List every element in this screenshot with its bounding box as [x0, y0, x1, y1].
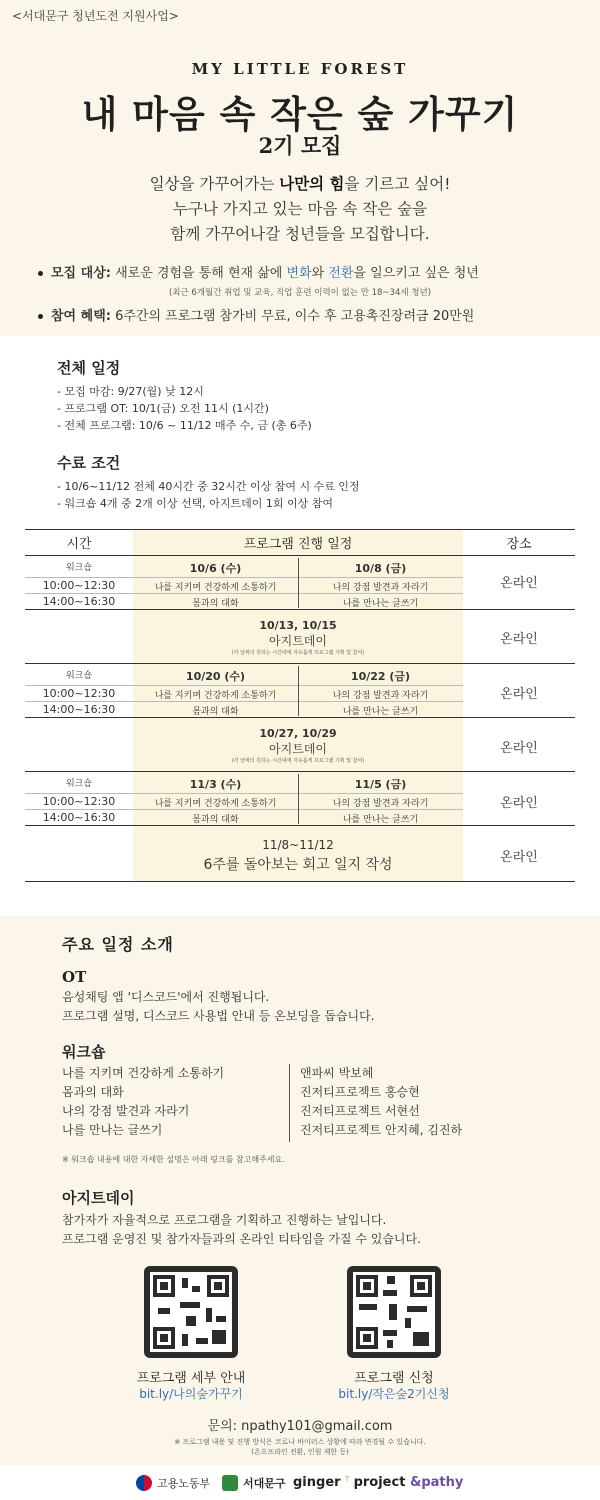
table-border [25, 609, 575, 610]
qr-module [158, 1308, 170, 1314]
time-cell: 14:00~16:30 [42, 703, 116, 716]
logo-gingertproject [293, 1475, 405, 1490]
azit-note: (각 날짜의 원하는 시간대에 자유롭게 프로그램 기획 및 참여) [231, 758, 365, 764]
table-header-program: 프로그램 진행 일정 [243, 537, 353, 552]
final-title: 6주를 돌아보는 회고 일지 작성 [203, 857, 393, 873]
target-highlight-2: 전환 [328, 266, 354, 281]
workshop-heading: 워크숍 [62, 1043, 106, 1061]
qr-finder-icon [356, 1327, 378, 1349]
hero-section [0, 0, 600, 336]
table-border [25, 663, 575, 664]
table-header-time: 시간 [66, 537, 92, 552]
final-date: 11/8~11/12 [262, 838, 334, 852]
qr-finder-icon [207, 1275, 229, 1297]
workshop-host: 진저티프로젝트 안지혜, 김진하 [300, 1123, 463, 1137]
qr-detail-label: 프로그램 세부 안내 [136, 1371, 246, 1386]
qr-module [359, 1304, 377, 1310]
azit-line: 프로그램 운영진 및 참가자들과의 온라인 티타임을 가질 수 있습니다. [62, 1232, 421, 1246]
target-text-c: 을 일으키고 싶은 청년 [353, 266, 479, 281]
qr-module [182, 1278, 188, 1288]
workshop-host: 진저티프로젝트 홍승현 [300, 1085, 420, 1099]
place-cell: 온라인 [500, 850, 538, 865]
program-cell: 나를 지키며 건강하게 소통하기 [154, 691, 277, 701]
logo-pathy [410, 1475, 463, 1490]
schedule-heading: 전체 일정 [57, 359, 121, 377]
qr-module [186, 1316, 196, 1326]
qr-pattern [150, 1272, 232, 1352]
completion-item: - 워크숍 4개 중 2개 이상 선택, 아지트데이 1회 이상 참여 [57, 497, 333, 510]
benefit-text: 6주간의 프로그램 참가비 무료, 이수 후 고용촉진장려금 20만원 [110, 309, 475, 324]
azit-title: 아지트데이 [269, 742, 327, 756]
qr-finder-icon [153, 1275, 175, 1297]
intro-line3: 함께 가꾸어나갈 청년들을 모집합니다. [170, 225, 430, 243]
logo-moel-text: 고용노동부 [157, 1477, 211, 1490]
date-cell: 10/6 (수) [189, 562, 242, 575]
footnote: ※ 프로그램 내용 및 진행 방식은 코로나 바이러스 상황에 따라 변경될 수 있습니다. [174, 1438, 426, 1446]
qr-module [389, 1304, 397, 1320]
english-title: MY LITTLE FOREST [191, 60, 409, 78]
workshop-note: ※ 워크숍 내용에 대한 자세한 설명은 아래 링크를 참고해주세요. [62, 1155, 285, 1164]
table-divider [25, 577, 463, 578]
table-border [25, 771, 575, 772]
tagline: <서대문구 청년도전 지원사업> [12, 9, 179, 23]
page-subtitle: 2기 모집 [258, 133, 342, 158]
qr-module [192, 1286, 200, 1292]
target-label: 모집 대상: [51, 266, 111, 281]
time-cell: 10:00~12:30 [42, 579, 116, 592]
date-cell: 10/22 (금) [350, 670, 411, 683]
logo-moel [136, 1475, 210, 1491]
table-border [25, 881, 575, 882]
benefit-bullet [38, 305, 474, 324]
qr-module [405, 1318, 411, 1328]
qr-module [182, 1334, 188, 1346]
ot-heading: OT [62, 968, 87, 986]
qr-code-detail[interactable] [144, 1266, 238, 1358]
table-divider [25, 809, 463, 810]
footnote: (온오프라인 전환, 인원 제한 등) [251, 1448, 349, 1456]
seodaemun-icon [222, 1475, 238, 1491]
azit-line: 참가자가 자율적으로 프로그램을 기획하고 진행하는 날입니다. [62, 1213, 387, 1227]
target-bullet [38, 262, 479, 281]
table-divider [25, 701, 463, 702]
date-cell: 10/20 (수) [185, 670, 246, 683]
program-cell: 나를 만나는 글쓰기 [342, 599, 419, 609]
intro-line1-a: 일상을 가꾸어가는 [149, 175, 280, 193]
schedule-item: - 프로그램 OT: 10/1(금) 오전 11시 (1시간) [57, 402, 269, 415]
qr-finder-icon [356, 1275, 378, 1297]
ot-line: 프로그램 설명, 디스코드 사용법 안내 등 온보딩을 돕습니다. [62, 1009, 375, 1023]
workshop-label: 워크숍 [65, 563, 93, 573]
workshop-program: 나를 만나는 글쓰기 [62, 1123, 163, 1137]
program-cell: 나를 만나는 글쓰기 [342, 707, 419, 717]
qr-pattern [353, 1272, 435, 1352]
target-note: (최근 6개월간 취업 및 교육, 직업 훈련 이력이 없는 만 18~34세 청년) [168, 288, 432, 298]
workshop-program: 나의 강점 발견과 자라기 [62, 1104, 190, 1118]
program-cell: 몸과의 대화 [192, 707, 239, 717]
qr-module [387, 1340, 393, 1348]
intro-text [0, 172, 600, 247]
logo-seodaemun-text: 서대문구 [243, 1477, 286, 1490]
taegeuk-icon [136, 1475, 152, 1491]
qr-module [383, 1330, 397, 1336]
logo-t-icon: ᵀ [344, 1475, 350, 1490]
place-cell: 온라인 [500, 687, 538, 702]
place-cell: 온라인 [500, 576, 538, 591]
table-divider [25, 593, 463, 594]
place-cell: 온라인 [500, 741, 538, 756]
workshop-host: 앤파씨 박보혜 [300, 1066, 374, 1080]
azit-date: 10/27, 10/29 [259, 727, 337, 740]
date-cell: 11/5 (금) [354, 778, 407, 791]
table-border [25, 529, 575, 530]
schedule-item: - 전체 프로그램: 10/6 ~ 11/12 매주 수, 금 (총 6주) [57, 419, 312, 432]
schedule-item: - 모집 마감: 9/27(월) 낮 12시 [57, 385, 204, 398]
workshop-separator [289, 1064, 290, 1142]
qr-module [387, 1276, 395, 1284]
program-cell: 나의 강점 발견과 자라기 [332, 583, 429, 593]
program-cell: 나를 만나는 글쓰기 [342, 815, 419, 825]
logo-ginger-text: ginger [293, 1475, 341, 1490]
qr-finder-icon [153, 1327, 175, 1349]
time-cell: 10:00~12:30 [42, 795, 116, 808]
ot-line: 음성채팅 앱 '디스코드'에서 진행됩니다. [62, 990, 270, 1004]
qr-finder-icon [410, 1275, 432, 1297]
table-header-place: 장소 [506, 537, 532, 552]
benefit-label: 참여 혜택: [51, 309, 111, 324]
table-divider [25, 685, 463, 686]
qr-detail-link[interactable]: bit.ly/나의숲가꾸기 [139, 1387, 243, 1401]
place-cell: 온라인 [500, 796, 538, 811]
logo-seodaemun [222, 1475, 286, 1491]
completion-heading: 수료 조건 [57, 454, 121, 472]
qr-apply-link[interactable]: bit.ly/작은숲2기신청 [338, 1387, 450, 1401]
qr-module [413, 1332, 429, 1346]
place-cell: 온라인 [500, 632, 538, 647]
table-border [25, 825, 575, 826]
azit-date: 10/13, 10/15 [259, 619, 337, 632]
workshop-label: 워크숍 [65, 779, 93, 789]
date-cell: 11/3 (수) [189, 778, 242, 791]
time-cell: 14:00~16:30 [42, 811, 116, 824]
azit-heading: 아지트데이 [62, 1189, 135, 1207]
workshop-host: 진저티프로젝트 서현선 [300, 1104, 420, 1118]
qr-module [383, 1290, 397, 1296]
intro-line1-bold: 나만의 힘 [279, 175, 345, 193]
bullet-dot-icon [38, 271, 43, 276]
qr-module [216, 1316, 226, 1322]
program-cell: 나를 지키며 건강하게 소통하기 [154, 799, 277, 809]
completion-item: - 10/6~11/12 전체 40시간 중 32시간 이상 참여 시 수료 인정 [57, 480, 360, 493]
azit-note: (각 날짜의 원하는 시간대에 자유롭게 프로그램 기획 및 참여) [231, 650, 365, 656]
azit-title: 아지트데이 [269, 634, 327, 648]
program-cell: 나의 강점 발견과 자라기 [332, 691, 429, 701]
logo-pathy-text: &pathy [410, 1475, 464, 1490]
logo-project-text: project [353, 1475, 406, 1490]
time-cell: 10:00~12:30 [42, 687, 116, 700]
table-border [25, 717, 575, 718]
target-text-b: 와 [311, 266, 329, 281]
intro-line2: 누구나 가지고 있는 마음 속 작은 숲을 [172, 200, 428, 218]
workshop-program: 나를 지키며 건강하게 소통하기 [62, 1066, 225, 1080]
qr-module [212, 1330, 226, 1344]
qr-module [407, 1306, 427, 1312]
qr-module [180, 1302, 200, 1308]
qr-module [206, 1308, 212, 1322]
workshop-program: 몸과의 대화 [62, 1085, 124, 1099]
main-schedule-title: 주요 일정 소개 [62, 935, 174, 954]
table-border [25, 555, 575, 556]
bullet-dot-icon [38, 314, 43, 319]
contact-email[interactable]: 문의: npathy101@gmail.com [207, 1419, 393, 1434]
table-divider [25, 793, 463, 794]
intro-line1-b: 을 기르고 싶어! [344, 175, 451, 193]
target-text-a: 새로운 경험을 통해 현재 삶에 [110, 266, 287, 281]
program-cell: 나를 지키며 건강하게 소통하기 [154, 583, 277, 593]
qr-module [196, 1338, 208, 1344]
workshop-label: 워크숍 [65, 671, 93, 681]
program-cell: 나의 강점 발견과 자라기 [332, 799, 429, 809]
qr-apply-label: 프로그램 신청 [354, 1371, 434, 1386]
target-highlight-1: 변화 [286, 266, 312, 281]
program-cell: 몸과의 대화 [192, 815, 239, 825]
time-cell: 14:00~16:30 [42, 595, 116, 608]
page-title: 내 마음 속 작은 숲 가꾸기 [81, 92, 519, 136]
qr-code-apply[interactable] [347, 1266, 441, 1358]
date-cell: 10/8 (금) [354, 562, 407, 575]
program-cell: 몸과의 대화 [192, 599, 239, 609]
